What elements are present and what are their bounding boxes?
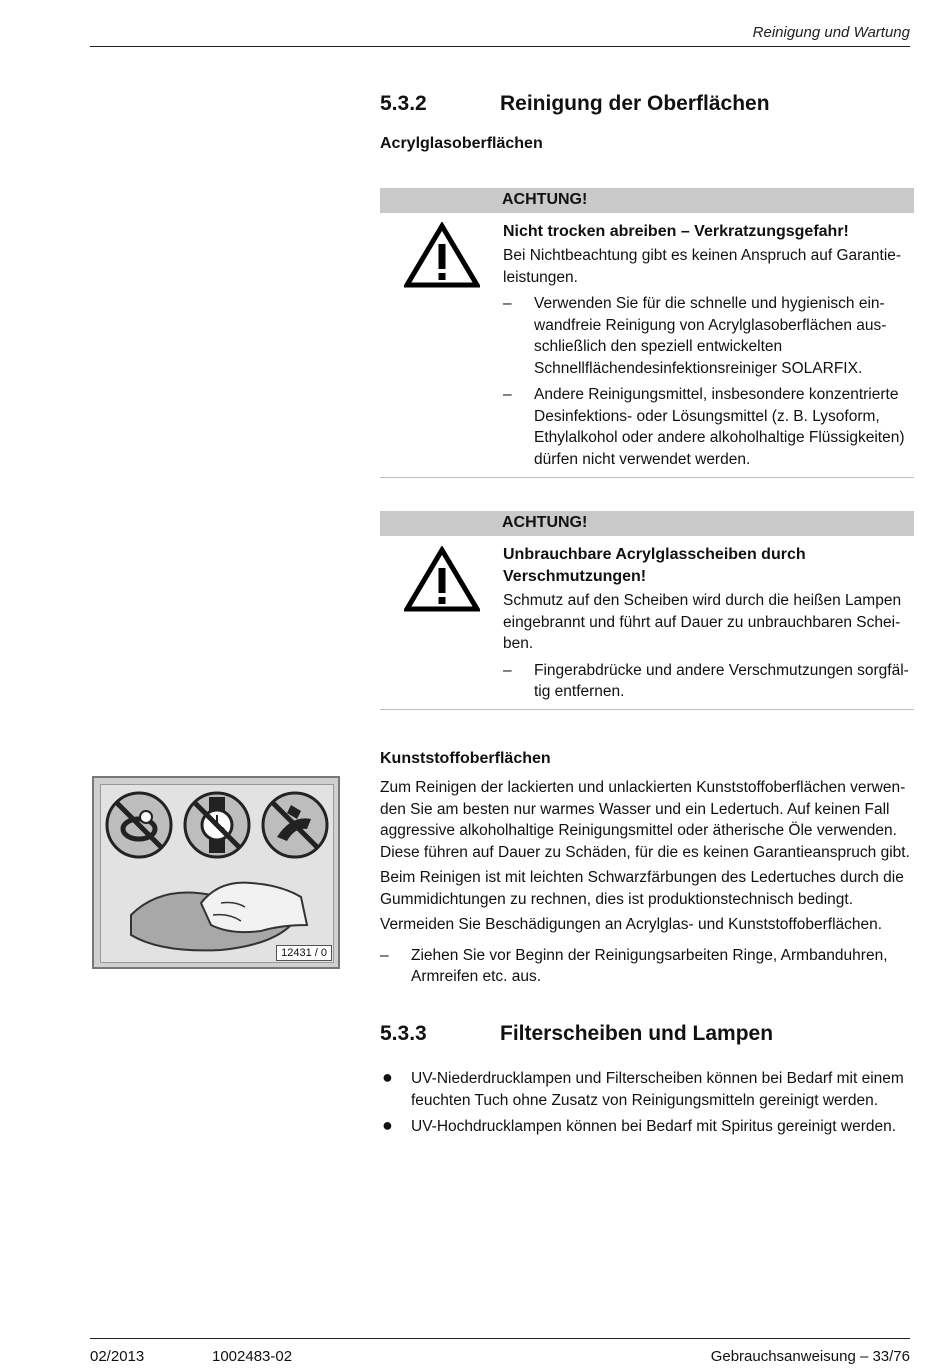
no-ring-icon	[107, 793, 171, 857]
cleaning-illustration	[92, 776, 340, 969]
warning-divider	[380, 477, 914, 478]
warning-triangle-icon	[404, 546, 480, 612]
warning-label: ACHTUNG!	[502, 191, 588, 208]
list-item-text: UV-Hochdrucklampen können bei Bedarf mit Spiritus gereinigt werden.	[411, 1118, 897, 1135]
warning-text: Schmutz auf den Scheiben wird durch die heißen Lampen eingebrannt und führt auf Dauer zu unbrauchbaren Scheiben.	[503, 592, 902, 652]
warning-text: Bei Nichtbeachtung gibt es keinen Anspruch auf Garantieleistungen.	[503, 247, 902, 286]
running-header: Reinigung und Wartung	[752, 24, 910, 41]
no-watch-icon	[185, 793, 249, 857]
footer-doc-number: 1002483-02	[212, 1348, 293, 1365]
no-bracelet-icon	[263, 793, 327, 857]
section-heading-5-3-2	[380, 92, 912, 120]
list-item	[380, 1116, 915, 1138]
warning-triangle-icon	[404, 222, 480, 288]
illustration-drawing	[101, 785, 333, 962]
subheading-acrylglas: Acrylglasoberflächen	[380, 135, 543, 152]
subheading-kunststoff: Kunststoffoberflächen	[380, 750, 551, 767]
footer-date: 02/2013	[90, 1348, 145, 1365]
warning-title: Nicht trocken abreiben – Verkratzungsgefahr!	[503, 223, 849, 240]
illustration-panel	[100, 784, 334, 963]
warning-bar-2	[380, 511, 914, 536]
warning-divider	[380, 709, 914, 710]
warning-body-2	[503, 544, 915, 703]
paragraph: Zum Reinigen der lackierten und unlackierten Kunststoffoberflächen verwenden Sie am besten nur warmes Wasser und ein Ledertuch. Auf keinen Fall aggressive alkoholhaltige Reinigungsmittel oder ätherische Öle verwenden. Diese führen auf Dauer zu Schäden, für die es keinen Garantieanspruch gibt.	[380, 779, 910, 861]
section-title: Filterscheiben und Lampen	[500, 1022, 774, 1045]
footer-page-number: Gebrauchsanweisung – 33/76	[710, 1348, 910, 1365]
dash-mark: –	[503, 295, 512, 312]
list-item	[380, 1068, 915, 1111]
paragraph: Vermeiden Sie Beschädigungen an Acrylglas- und Kunststoffoberflächen.	[380, 916, 883, 933]
section-heading-5-3-3	[380, 1022, 912, 1050]
lampen-list	[380, 1063, 915, 1138]
warning-label: ACHTUNG!	[502, 514, 588, 531]
hand-cloth-drawing	[131, 883, 307, 951]
list-item-text: Fingerabdrücke und andere Verschmutzungen sorgfältig entfernen.	[534, 661, 909, 700]
section-number: 5.3.2	[380, 92, 427, 115]
dash-mark: –	[503, 661, 512, 679]
bullet-mark: ●	[382, 1115, 393, 1135]
list-item-text: UV-Niederdrucklampen und Filterscheiben können bei Bedarf mit einem feuchten Tuch ohne Zusatz von Reinigungsmitteln gereinigt werden.	[411, 1070, 904, 1109]
list-item	[380, 945, 915, 988]
list-item-text: Andere Reinigungsmittel, insbesondere konzentrierte Desinfektions- oder Lösungsmittel (z. B. Lysoform, Ethylalkohol oder andere alkoholhaltige Flüssigkeiten) dürfen nicht verwendet werden.	[534, 386, 905, 468]
warning-body-1	[503, 221, 915, 470]
dash-mark: –	[503, 386, 512, 403]
list-item-text: Ziehen Sie vor Beginn der Reinigungsarbeiten Ringe, Armbanduhren, Armreifen etc. aus.	[411, 946, 888, 985]
dash-mark: –	[380, 946, 389, 964]
figure-code-label: 12431 / 0	[276, 945, 332, 961]
section-title: Reinigung der Oberflächen	[500, 92, 770, 115]
header-divider	[90, 46, 910, 47]
warning-title: Unbrauchbare Acrylglasscheiben durch Verschmutzungen!	[503, 546, 806, 585]
paragraph: Beim Reinigen ist mit leichten Schwarzfärbungen des Ledertuches durch die Gummidichtungen zu rechnen, dies ist produktionstechnisch bedingt.	[380, 869, 904, 908]
kunststoff-body	[380, 777, 915, 988]
list-item	[503, 384, 915, 470]
bullet-mark: ●	[382, 1067, 393, 1087]
list-item	[503, 293, 915, 379]
section-number: 5.3.3	[380, 1022, 427, 1045]
list-item	[503, 660, 915, 703]
footer-divider	[90, 1338, 910, 1339]
warning-bar-1	[380, 188, 914, 213]
list-item-text: Verwenden Sie für die schnelle und hygienisch einwandfreie Reinigung von Acrylglasoberflächen ausschließlich den speziell entwickelten Schnellflächendesinfektionsreiniger SOLARFIX.	[534, 295, 887, 377]
